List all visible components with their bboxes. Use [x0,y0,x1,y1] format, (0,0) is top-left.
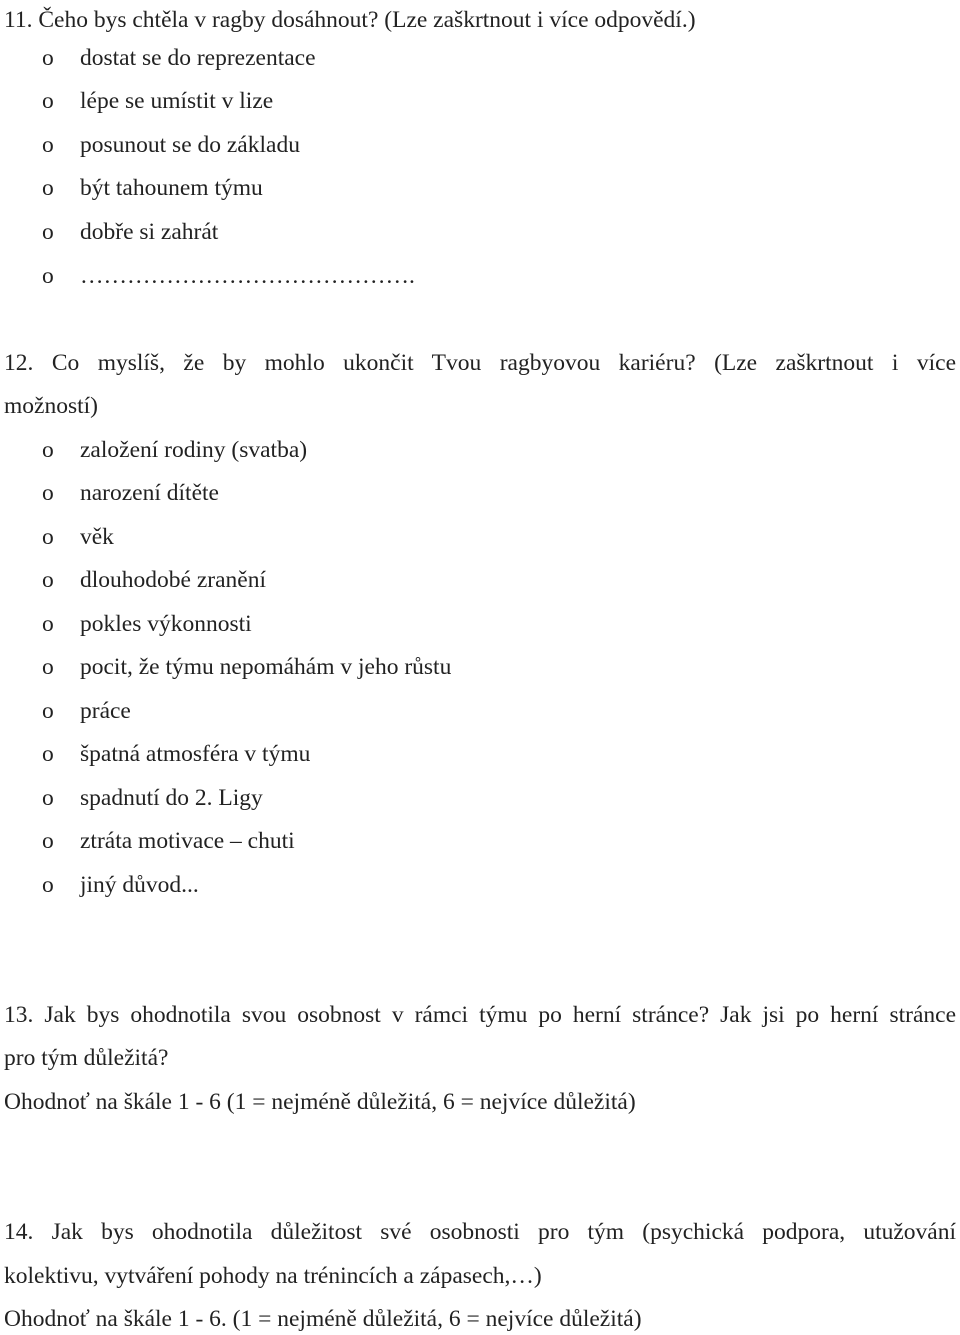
q12-option[interactable]: o práce [42,698,131,724]
question-12-line2: možností) [4,393,98,419]
q12-option[interactable]: o dlouhodobé zranění [42,567,266,593]
question-13-line2: pro tým důležitá? [4,1045,169,1071]
question-13-scale: Ohodnoť na škále 1 - 6 (1 = nejméně důležitá, 6 = nejvíce důležitá) [4,1089,636,1115]
q11-option[interactable]: o být tahounem týmu [42,175,263,201]
radio-circle-icon: o [42,741,54,767]
question-14-line1: 14. Jak bys ohodnotila důležitost své osobnosti pro tým (psychická podpora, utužování [4,1219,956,1245]
q11-option[interactable]: o posunout se do základu [42,132,300,158]
radio-circle-icon: o [42,654,54,680]
question-14-scale: Ohodnoť na škále 1 - 6. (1 = nejméně důležitá, 6 = nejvíce důležitá) [4,1306,642,1332]
q12-option[interactable]: o ztráta motivace – chuti [42,828,295,854]
radio-circle-icon: o [42,480,54,506]
q12-option[interactable]: o založení rodiny (svatba) [42,437,308,463]
radio-circle-icon: o [42,263,54,289]
question-11: 11. Čeho bys chtěla v ragby dosáhnout? (Lze zaškrtnout i více odpovědí.) [4,7,696,33]
q11-option[interactable]: o dobře si zahrát [42,219,219,245]
radio-circle-icon: o [42,828,54,854]
q11-option[interactable]: o lépe se umístit v lize [42,88,274,114]
radio-circle-icon: o [42,872,54,898]
radio-circle-icon: o [42,132,54,158]
q12-option[interactable]: o pokles výkonnosti [42,611,252,637]
radio-circle-icon: o [42,88,54,114]
q12-option[interactable]: o pocit, že týmu nepomáhám v jeho růstu [42,654,452,680]
q12-option[interactable]: o spadnutí do 2. Ligy [42,785,263,811]
radio-circle-icon: o [42,524,54,550]
q12-option[interactable]: o narození dítěte [42,480,219,506]
question-13-line1: 13. Jak bys ohodnotila svou osobnost v rámci týmu po herní stránce? Jak jsi po herní stránce [4,1002,956,1028]
radio-circle-icon: o [42,437,54,463]
q12-option[interactable]: o věk [42,524,114,550]
radio-circle-icon: o [42,785,54,811]
q12-option[interactable]: o špatná atmosféra v týmu [42,741,311,767]
q12-option-other[interactable]: o jiný důvod... [42,872,199,898]
q11-option[interactable]: o dostat se do reprezentace [42,45,316,71]
radio-circle-icon: o [42,567,54,593]
radio-circle-icon: o [42,611,54,637]
radio-circle-icon: o [42,175,54,201]
q11-option-other[interactable]: o ……………………………………. [42,263,415,289]
radio-circle-icon: o [42,698,54,724]
question-14-line2: kolektivu, vytváření pohody na trénincích a zápasech,…) [4,1263,542,1289]
question-12-line1: 12. Co myslíš, že by mohlo ukončit Tvou ragbyovou kariéru? (Lze zaškrtnout i více [4,350,956,376]
radio-circle-icon: o [42,219,54,245]
radio-circle-icon: o [42,45,54,71]
